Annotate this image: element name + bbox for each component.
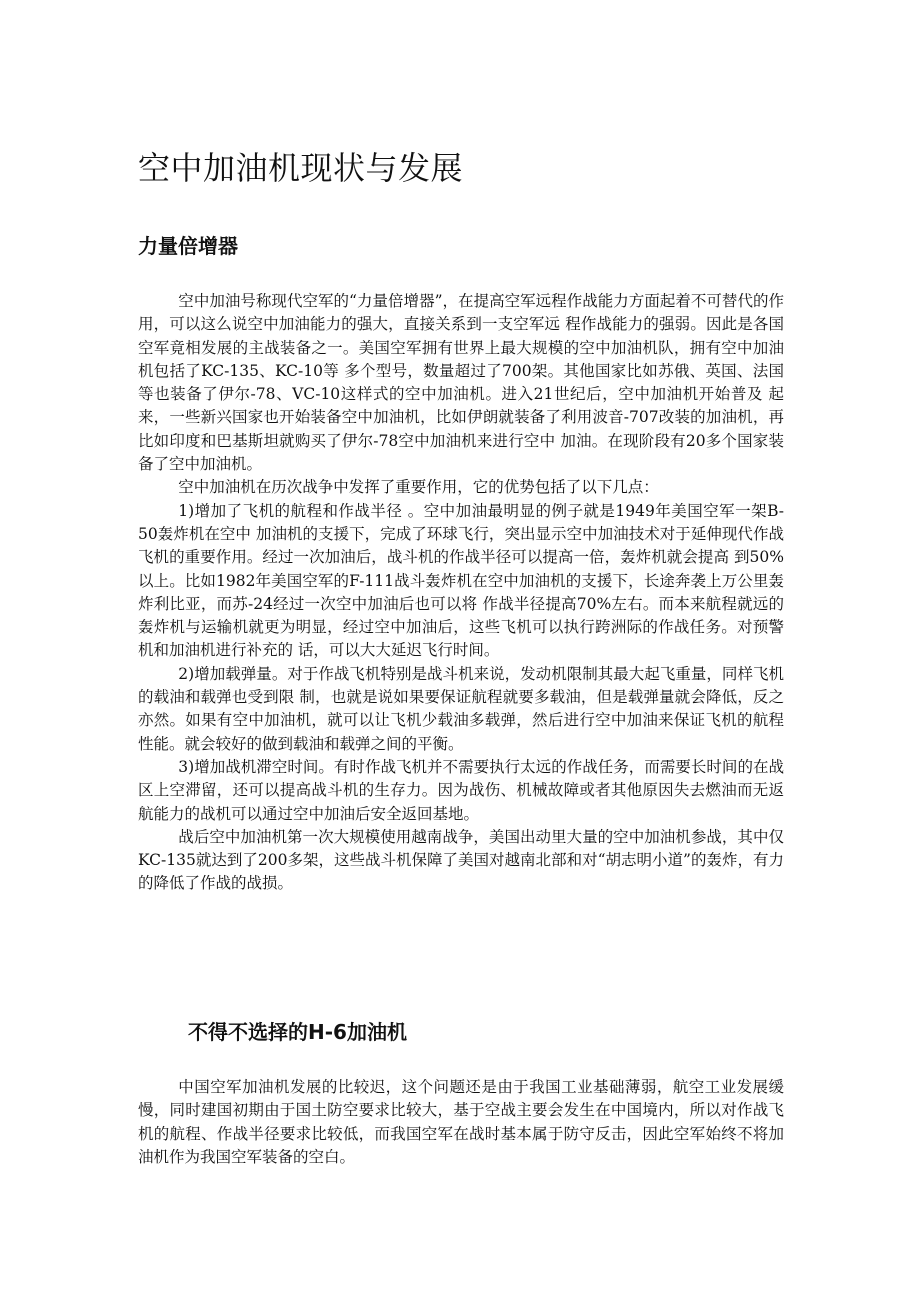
- paragraph: 空中加油机在历次战争中发挥了重要作用，它的优势包括了以下几点：: [178, 478, 659, 497]
- section-body-h6-tanker: [138, 1076, 784, 1169]
- paragraph: 中国空军加油机发展的比较迟，这个问题还是由于我国工业基础薄弱，航空工业发展缓慢，同时建国初期由于国土防空要求比较大，基于空战主要会发生在中国境内，所以对作战飞机的航程、作战半径要求比较低，而我国空军在战时基本属于防守反击，因此空军始终不将加油机作为我国空军装备的空白。: [138, 1078, 784, 1166]
- paragraph: 战后空中加油机第一次大规模使用越南战争，美国出动里大量的空中加油机参战，其中仅KC-135就达到了200多架，这些战斗机保障了美国对越南北部和对“胡志明小道”的轰炸，有力的降低了作战的战损。: [138, 827, 784, 893]
- paragraph: 1)增加了飞机的航程和作战半径 。空中加油最明显的例子就是1949年美国空军一架B-50轰炸机在空中 加油机的支援下，完成了环球飞行，突出显示空中加油技术对于延伸现代作战飞机的重要作用。经过一次加油后，战斗机的作战半径可以提高一倍，轰炸机就会提高 到50%以上。比如1982年美国空军的F-111战斗轰炸机在空中加油机的支援下，长途奔袭上万公里轰炸利比亚，而苏-24经过一次空中加油后也可以将 作战半径提高70%左右。而本来航程就远的轰炸机与运输机就更为明显，经过空中加油后，这些飞机可以执行跨洲际的作战任务。对预警机和加油机进行补充的 话，可以大大延迟飞行时间。: [138, 501, 784, 660]
- paragraph: 空中加油号称现代空军的“力量倍增器”，在提高空军远程作战能力方面起着不可替代的作用，可以这么说空中加油能力的强大，直接关系到一支空军远 程作战能力的强弱。因此是各国空军竟相发展的主战装备之一。美国空军拥有世界上最大规模的空中加油机队，拥有空中加油机包括了KC-135、KC-10等 多个型号，数量超过了700架。其他国家比如苏俄、英国、法国等也装备了伊尔-78、VC-10这样式的空中加油机。进入21世纪后，空中加油机开始普及 起来，一些新兴国家也开始装备空中加油机，比如伊朗就装备了利用波音-707改装的加油机，再比如印度和巴基斯坦就购买了伊尔-78空中加油机来进行空中 加油。在现阶段有20多个国家装备了空中加油机。: [138, 292, 784, 474]
- document-title: 空中加油机现状与发展: [138, 149, 464, 187]
- section-heading-h6-tanker: 不得不选择的H-6加油机: [188, 1020, 407, 1044]
- paragraph: 3)增加战机滞空时间。有时作战飞机并不需要执行太远的作战任务，而需要长时间的在战区上空滞留，还可以提高战斗机的生存力。因为战伤、机械故障或者其他原因失去燃油而无返航能力的战机可以通过空中加油后安全返回基地。: [138, 757, 784, 823]
- section-body-force-multiplier: [138, 290, 784, 896]
- paragraph: 2)增加载弹量。对于作战飞机特别是战斗机来说，发动机限制其最大起飞重量，同样飞机的载油和载弹也受到限 制，也就是说如果要保证航程就要多载油，但是载弹量就会降低，反之亦然。如果有空中加油机，就可以让飞机少载油多载弹，然后进行空中加油来保证飞机的航程 性能。就会较好的做到载油和载弹之间的平衡。: [138, 664, 784, 753]
- section-heading-force-multiplier: 力量倍增器: [138, 234, 238, 258]
